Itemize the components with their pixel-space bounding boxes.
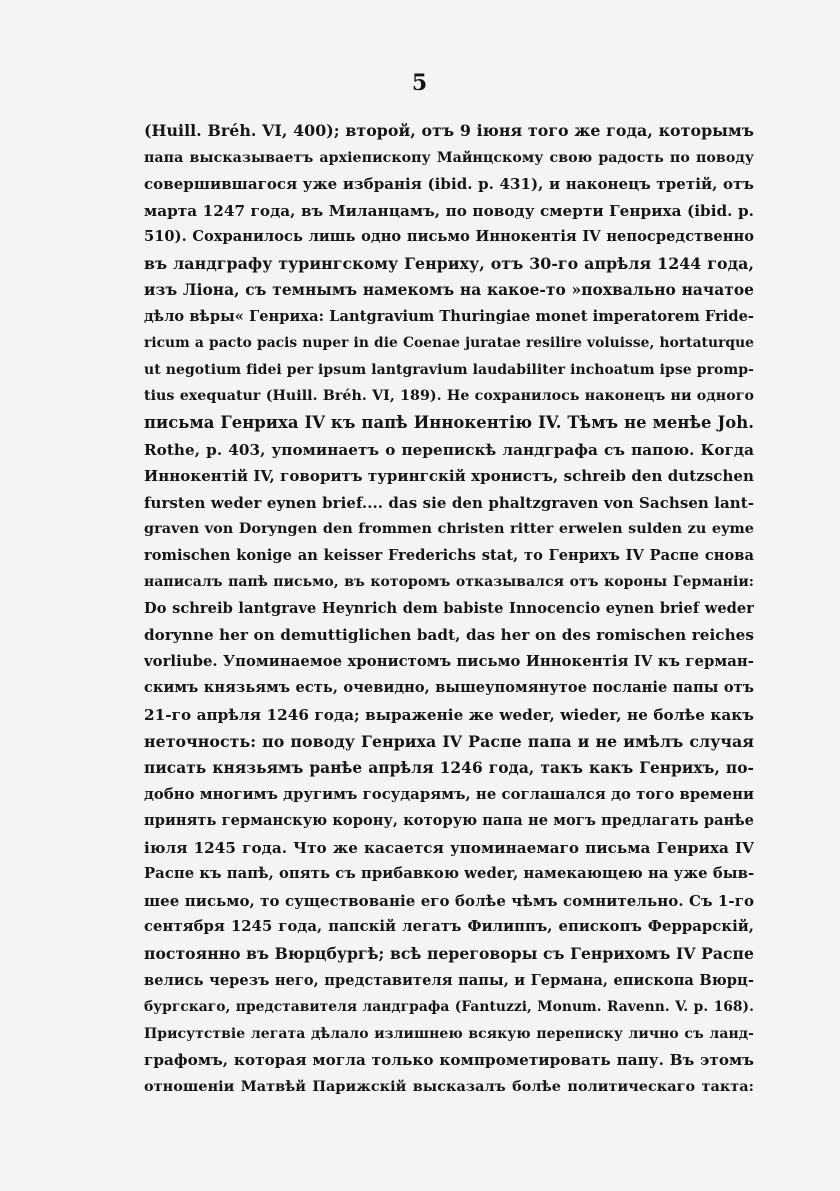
text-line: письма Генриха IV къ папѣ Иннокентію IV. Тѣмъ не менѣе Joh.: [144, 413, 754, 433]
text-line: dorynne her on demuttiglichen badt, das her on des romischen reiches: [144, 626, 754, 645]
text-line: 510). Сохранилось лишь одно письмо Иннокентія IV непосредственно: [144, 228, 754, 246]
body-text: [144, 118, 754, 1100]
text-line: Присутствіе легата дѣлало излишнею всякую переписку лично съ ланд-: [144, 1025, 754, 1042]
text-line: tius exequatur (Huill. Bréh. VI, 189). Не сохранилось наконецъ ни одного: [144, 388, 754, 405]
text-line: писать князьямъ ранѣе апрѣля 1246 года, такъ какъ Генрихъ, по-: [144, 759, 754, 778]
text-line: постоянно въ Вюрцбургѣ; всѣ переговоры съ Генрихомъ IV Распе: [144, 943, 754, 963]
page-number: 5: [411, 70, 429, 96]
text-line: дѣло вѣры« Генриха: Lantgravium Thuringiae monet imperatorem Fride-: [144, 307, 754, 325]
text-line: ricum a pacto pacis nuper in die Coenae juratae resilire voluisse, hortaturque: [144, 335, 754, 352]
text-line: іюля 1245 года. Что же касается упоминаемаго письма Генриха IV: [144, 838, 754, 857]
text-line: Распе къ папѣ, опять съ прибавкою weder, намекающею на уже быв-: [144, 865, 754, 883]
text-line: графомъ, которая могла только компрометировать папу. Въ этомъ: [144, 1051, 754, 1070]
text-line: (Huill. Bréh. VI, 400); второй, отъ 9 іюня того же года, которымъ: [144, 121, 754, 140]
text-line: Rothe, p. 403, упоминаетъ о перепискѣ ландграфа съ папою. Когда: [144, 440, 754, 459]
text-line: vorliube. Упоминаемое хронистомъ письмо Иннокентія IV къ герман-: [144, 652, 754, 670]
text-line: graven von Doryngen den frommen christen ritter erwelen sulden zu eyme: [144, 520, 754, 538]
text-line: fursten weder eynen brief.... das sie den phaltzgraven von Sachsen lant-: [144, 493, 754, 512]
text-line: Do schreib lantgrave Heynrich dem babiste Innocencio eynen brief weder: [144, 599, 754, 617]
text-line: скимъ князьямъ есть, очевидно, вышеупомянутое посланіе папы отъ: [144, 679, 754, 697]
text-line: папа высказываетъ архіепископу Майнцскому свою радость по поводу: [144, 149, 754, 166]
text-line: совершившагося уже избранія (ibid. p. 431), и наконецъ третій, отъ: [144, 175, 754, 194]
text-line: написалъ папѣ письмо, въ которомъ отказывался отъ короны Германіи:: [144, 574, 754, 591]
text-line: марта 1247 года, въ Миланцамъ, по поводу смерти Генриха (ibid. p.: [144, 201, 754, 220]
text-line: 21-го апрѣля 1246 года; выраженіе же weder, wieder, не болѣе какъ: [144, 706, 754, 725]
text-line: въ ландграфу турингскому Генриху, отъ 30-го апрѣля 1244 года,: [144, 253, 754, 273]
text-line: добно многимъ другимъ государямъ, не соглашался до того времени: [144, 785, 754, 803]
text-line: ut negotium fidei per ipsum lantgravium laudabiliter inchoatum ipse promp-: [144, 361, 754, 378]
text-line: шее письмо, то существованіе его болѣе чѣмъ сомнительно. Съ 1-го: [144, 891, 754, 910]
text-line: велись черезъ него, представителя папы, и Германа, епископа Вюрц-: [144, 971, 754, 989]
text-line: неточность: по поводу Генриха IV Распе папа и не имѣлъ случая: [144, 731, 754, 751]
text-line: бургскаго, представителя ландграфа (Fantuzzi, Monum. Ravenn. V. p. 168).: [144, 999, 754, 1016]
text-line: принять германскую корону, которую папа не могъ предлагать ранѣе: [144, 812, 754, 830]
text-line: Иннокентій IV, говоритъ турингскій хронистъ, schreib den dutzschen: [144, 467, 754, 486]
text-line: romischen konige an keisser Frederichs stat, то Генрихъ IV Распе снова: [144, 546, 754, 564]
text-line: отношеніи Матвѣй Парижскій высказалъ болѣе политическаго такта:: [144, 1077, 754, 1095]
text-line: сентября 1245 года, папскій легатъ Филиппъ, епископъ Феррарскій,: [144, 918, 754, 936]
text-line: изъ Ліона, съ темнымъ намекомъ на какое-то »похвально начатое: [144, 281, 754, 300]
